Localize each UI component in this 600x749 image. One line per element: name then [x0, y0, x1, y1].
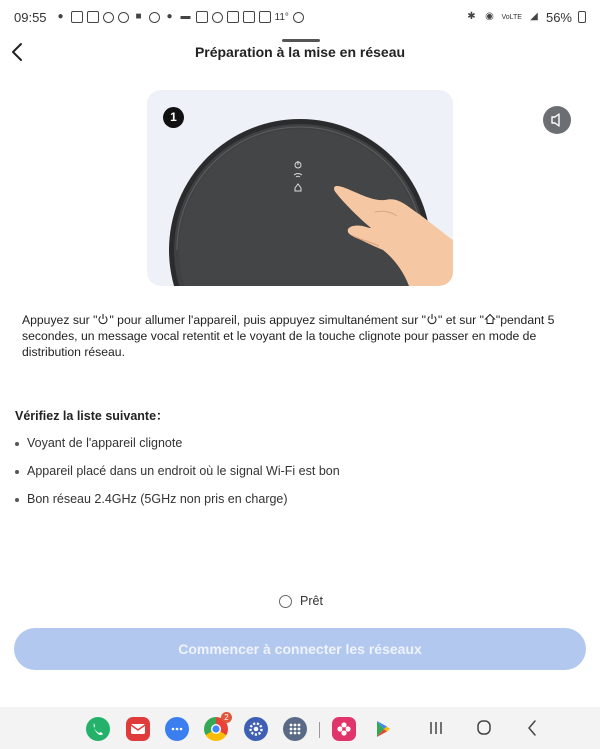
snapchat-icon: ● [57, 11, 64, 22]
step-number-badge: 1 [163, 107, 184, 128]
phone-icon [86, 717, 110, 741]
signal-icon: ◢ [530, 11, 538, 22]
power-icon [97, 313, 109, 325]
snapchat-icon: ● [166, 11, 173, 22]
flipboard-icon: ▬ [180, 11, 191, 22]
instruction-part: "pendant 5 secondes, un message vocal retentit et le voyant de la touche clignote pour passer en mode de distribution réseau. [22, 313, 555, 359]
apps-grid-icon [283, 717, 307, 741]
battery-icon [578, 11, 586, 23]
phone-app[interactable] [86, 717, 110, 741]
battery-level: 56% [545, 9, 572, 25]
list-item-text: Appareil placé dans un endroit où le signal Wi-Fi est bon [27, 464, 340, 478]
media-icon [212, 12, 223, 23]
settings-icon [244, 717, 268, 741]
image-icon [259, 11, 271, 23]
list-item [15, 436, 340, 464]
page-title: Préparation à la mise en réseau [194, 44, 406, 60]
temperature: 11° [274, 11, 289, 23]
mail-app[interactable] [126, 717, 150, 741]
system-status [465, 10, 586, 25]
status-circle-icon [293, 12, 304, 23]
sound-button[interactable] [543, 106, 571, 134]
chrome-app[interactable] [204, 713, 229, 741]
linkedin-icon [71, 11, 83, 23]
linkedin-icon [87, 11, 99, 23]
back-nav-icon [521, 718, 543, 738]
apps-grid-app[interactable] [283, 717, 307, 741]
recents-icon [425, 718, 447, 738]
home-button[interactable] [473, 718, 495, 738]
chrome-icon [149, 12, 160, 23]
wifi-icon: ◉ [485, 11, 494, 22]
radio-circle-icon[interactable] [279, 595, 292, 608]
speaker-icon [543, 106, 571, 134]
list-item-text: Bon réseau 2.4GHz (5GHz non pris en charge) [27, 492, 288, 506]
mail-icon [126, 717, 150, 741]
dock-separator [319, 722, 320, 738]
home-icon [484, 313, 496, 325]
bullet-icon [15, 442, 19, 446]
list-item [15, 464, 340, 492]
instruction-part: " pour allumer l'appareil, puis appuyez simultanément sur " [109, 313, 426, 327]
device-illustration [147, 90, 453, 286]
back-nav-button[interactable] [521, 718, 543, 738]
chrome-icon [118, 12, 129, 23]
power-icon [426, 313, 438, 325]
status-time: 09:55 [14, 9, 47, 25]
navigation-dock [0, 707, 600, 749]
bullet-icon [15, 470, 19, 474]
play-store-app[interactable] [371, 717, 395, 741]
list-item [15, 492, 340, 520]
instruction-part: " et sur " [437, 313, 484, 327]
news-icon [227, 11, 239, 23]
start-connect-button[interactable]: Commencer à connecter les réseaux [14, 628, 586, 670]
settings-app[interactable] [244, 717, 268, 741]
messages-icon [165, 717, 189, 741]
messages-app[interactable] [165, 717, 189, 741]
ready-radio[interactable] [279, 594, 323, 608]
robot-vacuum-image [147, 90, 453, 286]
instruction-part: Appuyez sur " [22, 313, 98, 327]
news-icon [196, 11, 208, 23]
flipboard-icon [243, 11, 255, 23]
bluetooth-icon: ✱ [467, 11, 476, 22]
flower-app[interactable] [332, 717, 356, 741]
recents-button[interactable] [425, 718, 447, 738]
ready-label: Prêt [300, 594, 323, 608]
notification-icons [55, 11, 304, 23]
header [0, 42, 600, 62]
home-nav-icon [473, 718, 495, 738]
list-item-text: Voyant de l'appareil clignote [27, 436, 183, 450]
checklist [15, 436, 340, 520]
play-store-icon [371, 717, 395, 741]
lock-icon: ■ [135, 11, 142, 22]
status-bar [0, 0, 600, 34]
bullet-icon [15, 498, 19, 502]
checklist-title: Vérifiez la liste suivante： [15, 409, 169, 423]
notification-badge: 2 [221, 712, 232, 723]
network-type: VoLTE [501, 13, 522, 21]
instruction-text [22, 312, 582, 360]
chrome-icon [103, 12, 114, 23]
flower-app-icon [332, 717, 356, 741]
